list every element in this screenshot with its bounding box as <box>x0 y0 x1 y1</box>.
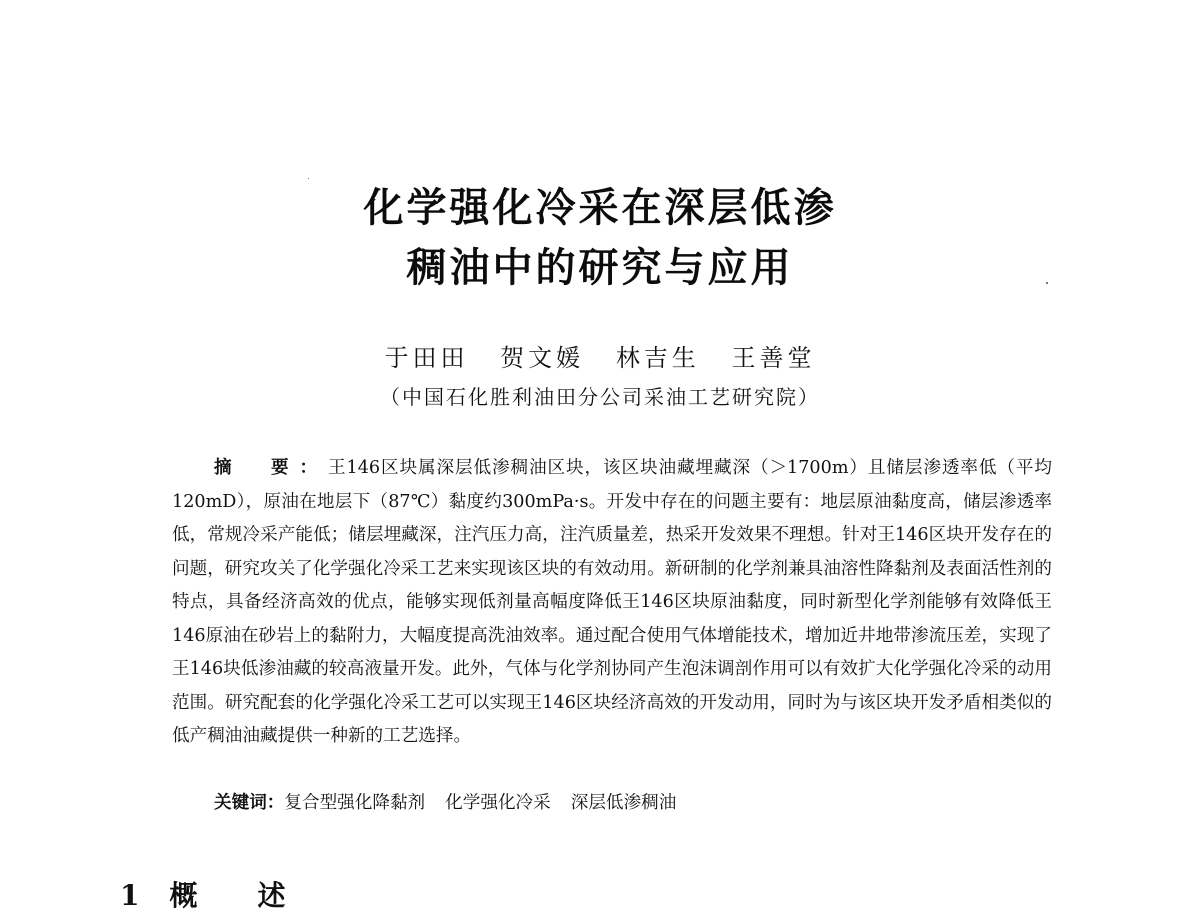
keyword: 深层低渗稠油 <box>570 793 677 813</box>
author-name: 林吉生 <box>615 344 700 372</box>
author-name: 贺文媛 <box>500 344 585 372</box>
title-line-2: 稠油中的研究与应用 <box>406 245 794 291</box>
affiliation: （中国石化胜利油田分公司采油工艺研究院） <box>380 385 820 409</box>
author-name: 王善堂 <box>731 344 816 372</box>
title-line-1: 化学强化冷采在深层低渗 <box>363 185 837 231</box>
keywords <box>214 786 1054 820</box>
scan-speck <box>1046 282 1048 284</box>
keywords-label: 关键词： <box>214 793 285 813</box>
author-list <box>0 340 1200 376</box>
section-title: 概述 <box>169 879 346 912</box>
abstract <box>172 452 1052 754</box>
scan-speck <box>308 178 309 179</box>
abstract-text: 王146区块属深层低渗稠油区块，该区块油藏埋藏深（＞1700m）且储层渗透率低（平均120mD），原油在地层下（87℃）黏度约300mPa·s。开发中存在的问题主要有：地层原油黏度高，储层渗透率低，常规冷采产能低；储层埋藏深，注汽压力高，注汽质量差，热采开发效果不理想。针对王146区块开发存在的问题，研究攻关了化学强化冷采工艺来实现该区块的有效动用。新研制的化学剂兼具油溶性降黏剂及表面活性剂的特点，具备经济高效的优点，能够实现低剂量高幅度降低王146区块原油黏度，同时新型化学剂能够有效降低王146原油在砂岩上的黏附力，大幅度提高洗油效率。通过配合使用气体增能技术，增加近井地带渗流压差，实现了王146块低渗油藏的较高液量开发。此外，气体与化学剂协同产生泡沫调剖作用可以有效扩大化学强化冷采的动用范围。研究配套的化学强化冷采工艺可以实现王146区块经济高效的开发动用，同时为与该区块开发矛盾相类似的低产稠油油藏提供一种新的工艺选择。 <box>172 458 1052 746</box>
author-name: 于田田 <box>384 344 469 372</box>
keyword: 复合型强化降黏剂 <box>284 793 426 813</box>
section-heading <box>120 876 346 916</box>
paper-title <box>0 178 1200 298</box>
keyword: 化学强化冷采 <box>445 793 551 813</box>
abstract-label: 摘 要： <box>214 458 328 478</box>
section-number: 1 <box>120 879 140 912</box>
